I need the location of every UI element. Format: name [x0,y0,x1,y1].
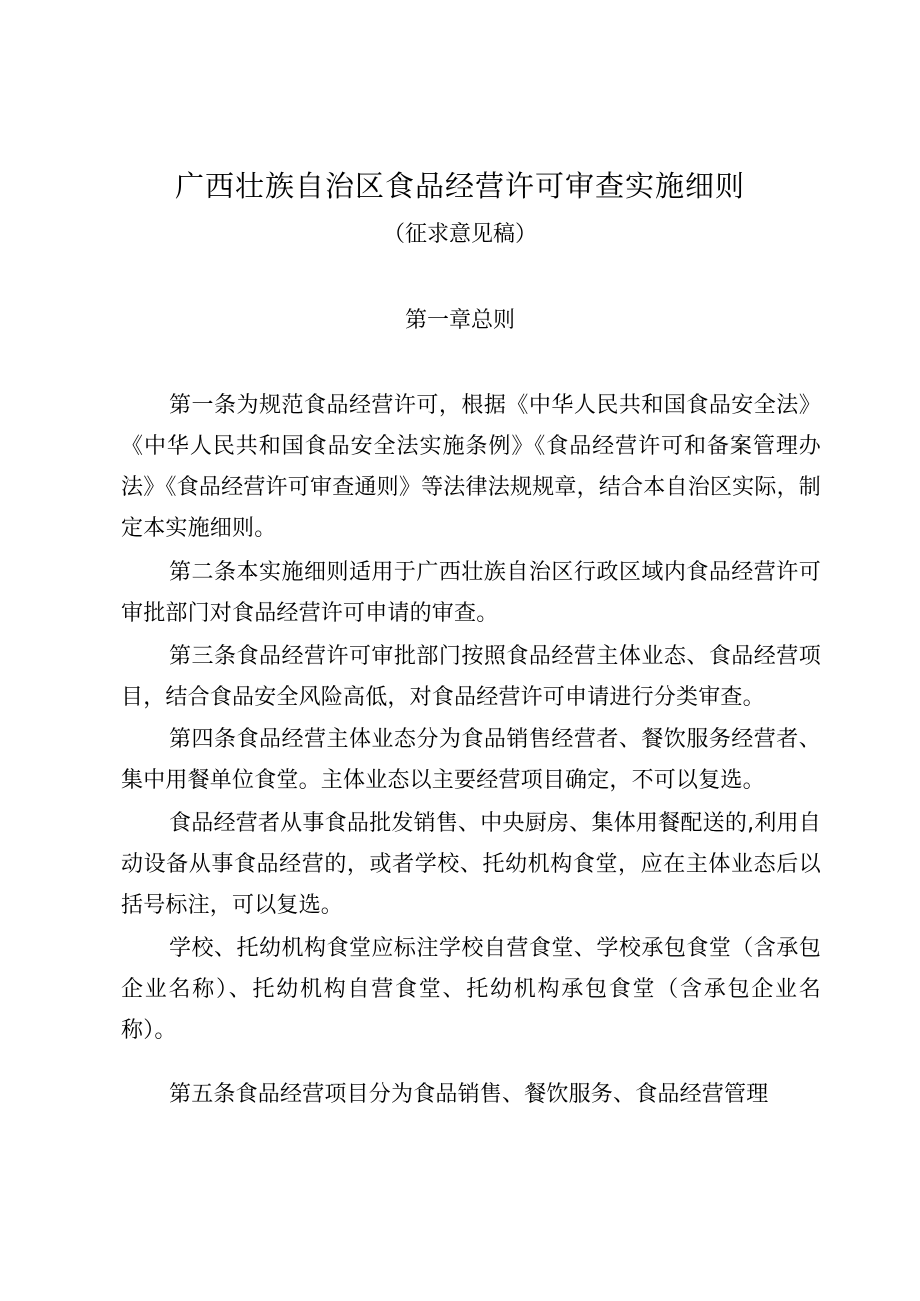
chapter-heading: 第一章总则 [404,308,515,333]
article-2-paragraph: 第二条本实施细则适用于广西壮族自治区行政区域内食品经营许可审批部门对食品经营许可申请的审查。 [121,560,821,626]
document-title: 广西壮族自治区食品经营许可审查实施细则 [174,169,745,203]
article-3-paragraph: 第三条食品经营许可审批部门按照食品经营主体业态、食品经营项目，结合食品安全风险高低，对食品经营许可申请进行分类审查。 [121,644,821,710]
canteen-annotation-paragraph: 学校、托幼机构食堂应标注学校自营食堂、学校承包食堂（含承包企业名称）、托幼机构自营食堂、托幼机构承包食堂（含承包企业名称）。 [121,936,821,1043]
article-1-paragraph: 第一条为规范食品经营许可，根据《中华人民共和国食品安全法》《中华人民共和国食品安全法实施条例》《食品经营许可和备案管理办法》《食品经营许可审查通则》等法律法规规章，结合本自治区实际，制定本实施细则。 [121,393,821,541]
article-5-paragraph: 第五条食品经营项目分为食品销售、餐饮服务、食品经营管理 [169,1082,769,1107]
document-subtitle: （征求意见稿） [382,222,537,247]
article-4-paragraph: 第四条食品经营主体业态分为食品销售经营者、餐饮服务经营者、集中用餐单位食堂。主体业态以主要经营项目确定，不可以复选。 [121,727,821,793]
business-annotation-paragraph: 食品经营者从事食品批发销售、中央厨房、集体用餐配送的,利用自动设备从事食品经营的，或者学校、托幼机构食堂，应在主体业态后以括号标注，可以复选。 [121,811,821,918]
